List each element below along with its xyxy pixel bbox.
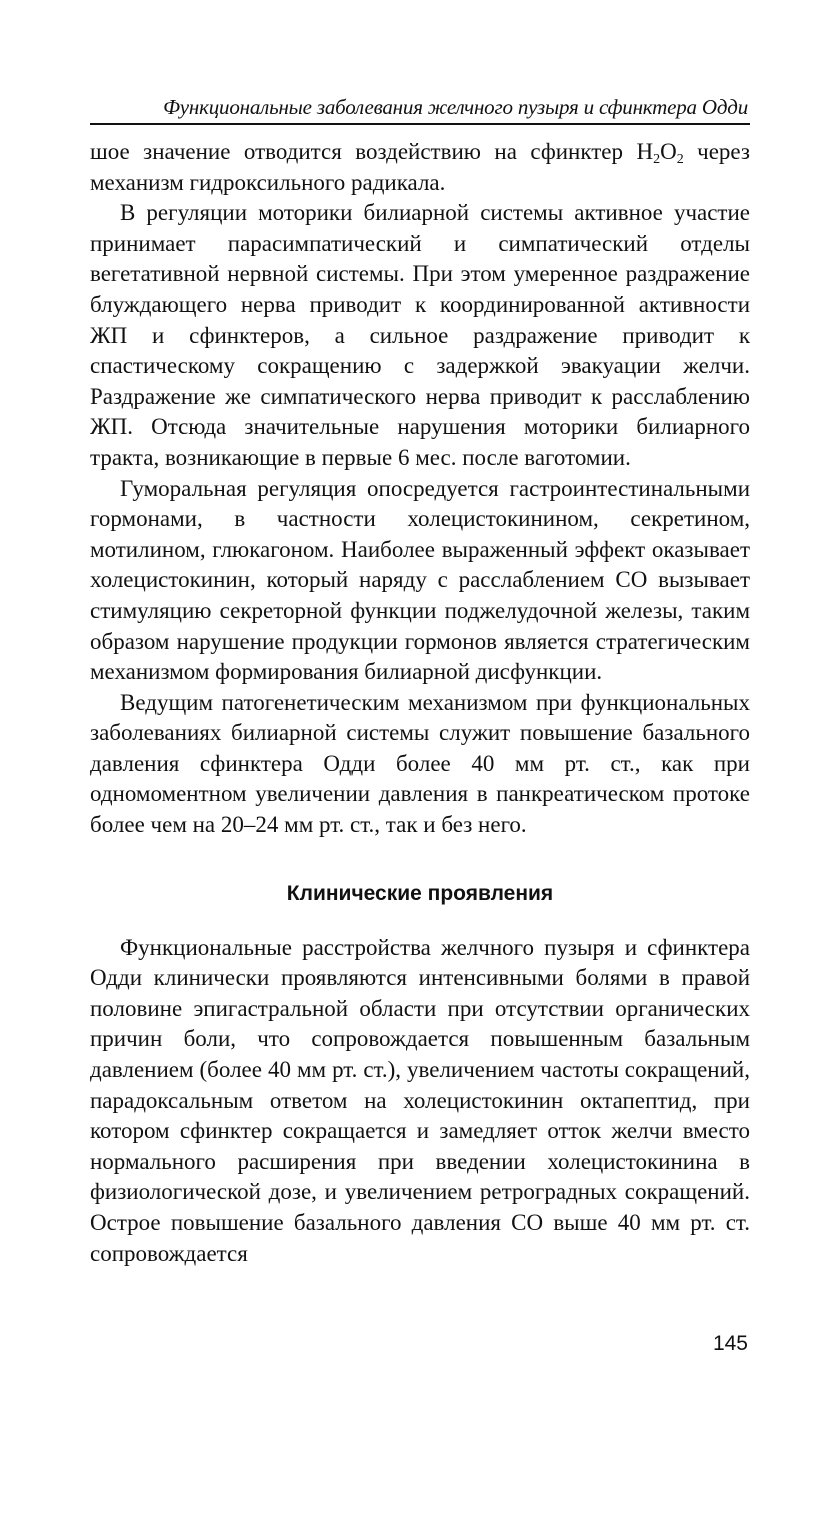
running-head: Функциональные заболевания желчного пузыря и сфинктера Одди	[163, 95, 748, 119]
paragraph-humoral: Гуморальная регуляция опосредуется гастроинтестинальными гормонами, в частности холецистокинином, секретином, мотилином, глюкагоном. Наиболее выраженный эффект оказывает холецистокинин, который наряду с расслаблением СО вызывает стимуляцию секреторной функции поджелудочной железы, таким образом нарушение продукции гормонов является стратегическим механизмом формирования билиарной дисфункции.	[90, 475, 750, 685]
body-text	[90, 137, 750, 1269]
paragraph-regulation: В регуляции моторики билиарной системы активное участие принимает парасимпатический и симпатический отделы вегетативной нервной системы. При этом умеренное раздражение блуждающего нерва приводит к координированной активности ЖП и сфинктеров, а сильное раздражение приводит к спастическому сокращению с задержкой эвакуации желчи. Раздражение же симпатического нерва приводит к расслаблению ЖП. Отсюда значительные нарушения моторики билиарного тракта, возникающие в первые 6 мес. после ваготомии.	[90, 200, 750, 470]
paragraph-pathogenesis: Ведущим патогенетическим механизмом при функциональных заболеваниях билиарной системы служит повышение базального давления сфинктера Одди более 40 мм рт. ст., как при одномоментном увеличении давления в панкреатическом протоке более чем на 20–24 мм рт. ст., так и без него.	[90, 689, 750, 838]
paragraph-text-after: через механизм гидроксильного радикала.	[90, 139, 751, 195]
page-number: 145	[712, 1332, 748, 1355]
chemical-formula: $H_2O_2$	[636, 139, 684, 167]
section-heading: Клинические проявления	[286, 881, 554, 905]
paragraph-continued	[90, 137, 750, 198]
header-rule	[90, 123, 750, 125]
paragraph-clinical: Функциональные расстройства желчного пузыря и сфинктера Одди клинически проявляются интенсивными болями в правой половине эпигастральной области при отсутствии органических причин боли, что сопровождается повышенным базальным давлением (более 40 мм рт. ст.), увеличением частоты сокращений, парадоксальным ответом на холецистокинин октапептид, при котором сфинктер сокращается и замедляет отток желчи вместо нормального расширения при введении холецистокинина в физиологической дозе, и увеличением ретроградных сокращений. Острое повышение базального давления СО выше 40 мм рт. ст. сопровождается	[90, 934, 750, 1266]
book-page	[90, 92, 750, 1269]
paragraph-text-before: шое значение отводится воздействию на сфинктер	[90, 139, 637, 164]
